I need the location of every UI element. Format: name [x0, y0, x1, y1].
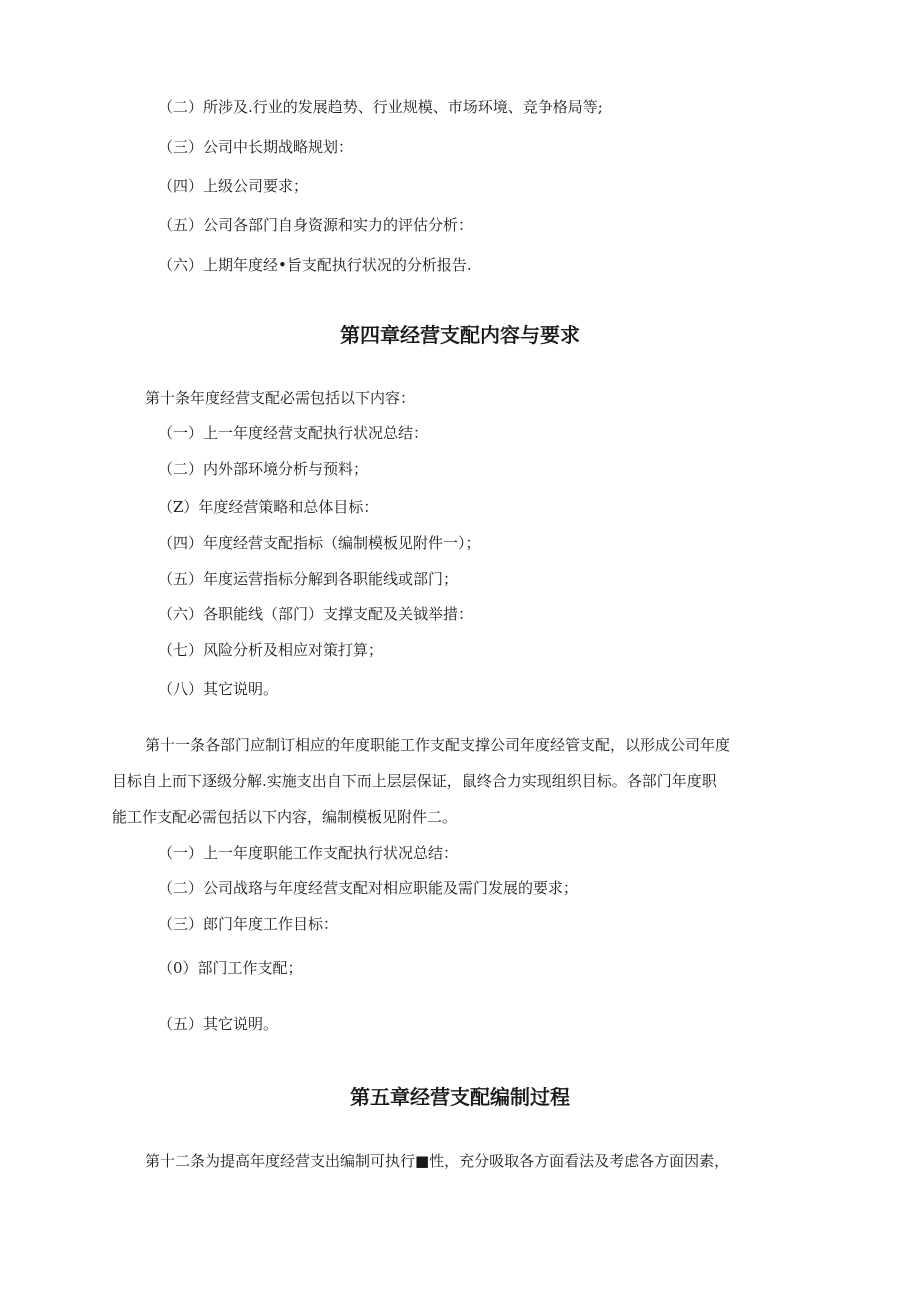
list-item: （二）所涉及.行业的发展趋势、行业规模、市场环境、竞争格局等;	[158, 98, 603, 116]
list-item: （五）公司各部门自身资源和实力的评估分析：	[158, 216, 474, 234]
list-item: （八）其它说明。	[158, 680, 279, 698]
chapter-5-heading: 第五章经营支配编制过程	[350, 1085, 570, 1109]
list-item: （Z）年度经营策略和总体目标：	[158, 498, 379, 516]
list-item: （三）公司中长期战略规划：	[158, 138, 354, 156]
list-item: （一）上一年度经营支配执行状况总结：	[158, 424, 429, 442]
article-11-line: 能工作支配必需包括以下内容，编制模板见附件二。	[112, 808, 458, 826]
list-item: （六）上期年度经•旨支配执行状况的分析报告.	[158, 256, 472, 274]
list-item: （0）部门工作支配；	[158, 959, 303, 977]
list-item: （五）年度运营指标分解到各职能线或部门；	[158, 570, 459, 588]
list-item: （一）上一年度职能工作支配执行状况总结：	[158, 844, 459, 862]
list-item: （五）其它说明。	[158, 1015, 279, 1033]
article-11-line: 目标自上而下逐级分解.实施支出自下而上层层保证，鼠终合力实现组织目标。各部门年度职	[112, 772, 717, 790]
list-item: （四）年度经营支配指标（编制模板见附件一）；	[158, 534, 481, 552]
article-10-intro: 第十条年度经营支配必需包括以下内容：	[145, 389, 416, 407]
article-11-line: 第十一条各部门应制订相应的年度职能工作支配支撑公司年度经管支配，以形成公司年度	[145, 736, 731, 754]
list-item: （二）公司战珞与年度经营支配对相应职能及需门发展的要求；	[158, 879, 579, 897]
list-item: （四）上级公司要求；	[158, 177, 309, 195]
list-item: （二）内外部环境分析与预料；	[158, 460, 369, 478]
chapter-4-heading: 第四章经营支配内容与要求	[340, 323, 580, 347]
list-item: （三）郎门年度工作目标：	[158, 915, 339, 933]
article-12-line: 第十二条为提高年度经营支出编制可执行■性，充分吸取各方面看法及考虑各方面因素，	[145, 1152, 730, 1170]
list-item: （七）风险分析及相应对策打算；	[158, 641, 384, 659]
list-item: （六）各职能线（部门）支撑支配及关钺举措：	[158, 605, 474, 623]
